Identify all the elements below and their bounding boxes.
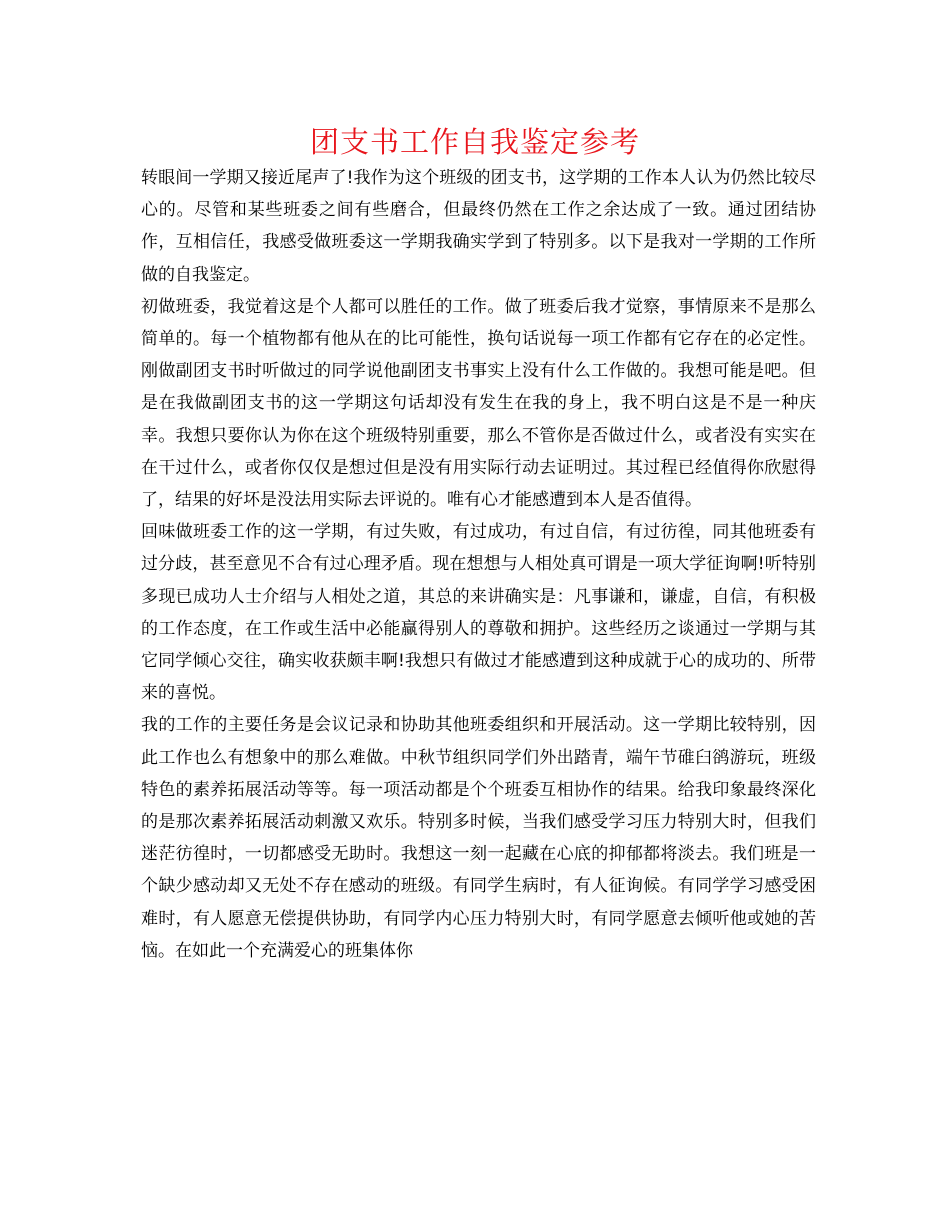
document-body — [141, 162, 816, 967]
paragraph-4: 我的工作的主要任务是会议记录和协助其他班委组织和开展活动。这一学期比较特别，因此工作也么有想象中的那么难做。中秋节组织同学们外出踏青，端午节碓臼鹆游玩，班级特色的素养拓展活动等等。每一项活动都是个个班委互相协作的结果。给我印象最终深化的是那次素养拓展活动刺激又欢乐。特别多时候，当我们感受学习压力特别大时，但我们迷茫彷徨时，一切都感受无助时。我想这一刻一起藏在心底的抑郁都将淡去。我们班是一个缺少感动却又无处不存在感动的班级。有同学生病时，有人征询候。有同学学习感受困难时，有人愿意无偿提供协助，有同学内心压力特别大时，有同学愿意去倾听他或她的苦恼。在如此一个充满爱心的班集体你 — [141, 715, 816, 961]
paragraph-1: 转眼间一学期又接近尾声了!我作为这个班级的团支书，这学期的工作本人认为仍然比较尽心的。尽管和某些班委之间有些磨合，但最终仍然在工作之余达成了一致。通过团结协作，互相信任，我感受做班委这一学期我确实学到了特别多。以下是我对一学期的工作所做的自我鉴定。 — [141, 168, 816, 285]
paragraph-3: 回味做班委工作的这一学期，有过失败，有过成功，有过自信，有过彷徨，同其他班委有过分歧，甚至意见不合有过心理矛盾。现在想想与人相处真可谓是一项大学征询啊!听特别多现已成功人士介绍与人相处之道，其总的来讲确实是：凡事谦和，谦虚，自信，有积极的工作态度，在工作或生活中必能赢得别人的尊敬和拥护。这些经历之谈通过一学期与其它同学倾心交往，确实收获颇丰啊!我想只有做过才能感遭到这种成就于心的成功的、所带来的喜悦。 — [141, 522, 816, 704]
document-title: 团支书工作自我鉴定参考 — [309, 125, 640, 159]
paragraph-2: 初做班委，我觉着这是个人都可以胜任的工作。做了班委后我才觉察，事情原来不是那么简单的。每一个植物都有他从在的比可能性，换句话说每一项工作都有它存在的必定性。刚做副团支书时听做过的同学说他副团支书事实上没有什么工作做的。我想可能是吧。但是在我做副团支书的这一学期这句话却没有发生在我的身上，我不明白这是不是一种庆幸。我想只要你认为你在这个班级特别重要，那么不管你是否做过什么，或者没有实实在在干过什么，或者你仅仅是想过但是没有用实际行动去证明过。其过程已经值得你欣慰得了，结果的好坏是没法用实际去评说的。唯有心才能感遭到本人是否值得。 — [141, 296, 816, 511]
